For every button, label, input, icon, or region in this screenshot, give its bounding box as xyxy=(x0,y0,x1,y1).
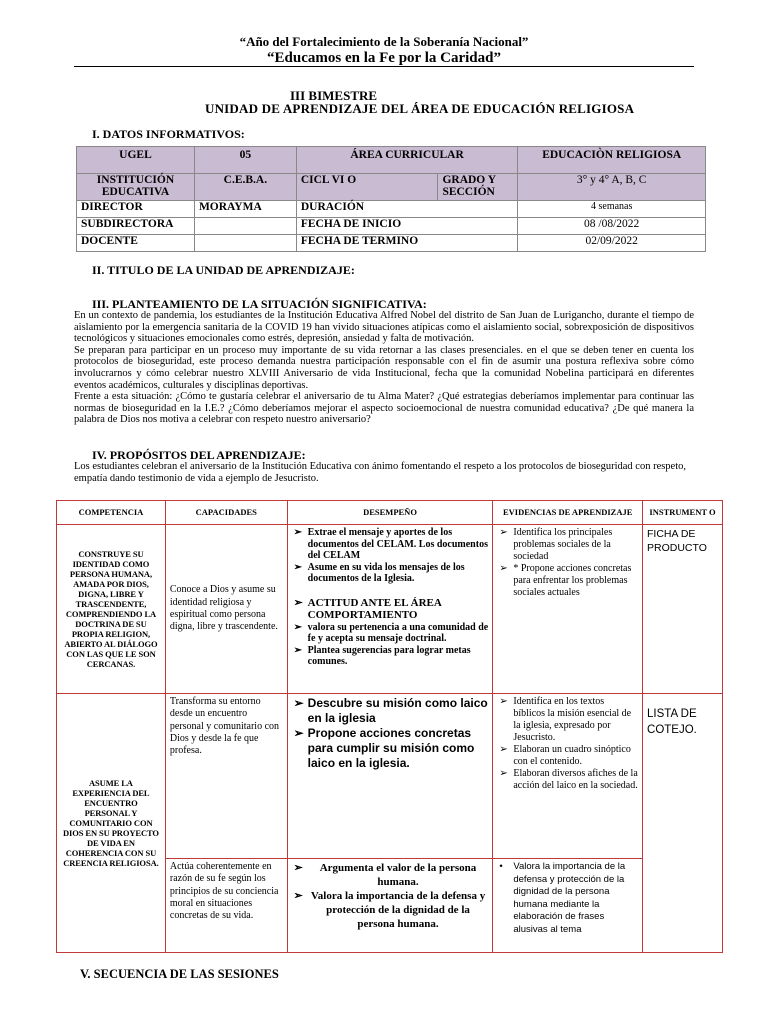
bimestre-label: III BIMESTRE xyxy=(290,88,378,103)
section-datos-heading: I. DATOS INFORMATIVOS: xyxy=(92,127,245,141)
evidencia-text: Valora la importancia de la defensa y protección de la dignidad de la persona humana mediante la elaboración de frases alusivas al tema xyxy=(513,861,626,935)
fecha-inicio-label: FECHA DE INICIO xyxy=(296,218,518,235)
evidencia-1 xyxy=(493,525,643,694)
competencias-table xyxy=(56,500,723,953)
evidencia-3 xyxy=(493,859,643,953)
area-value: EDUCACIÒN RELIGIOSA xyxy=(518,147,706,174)
desempeno-item: ➢ Argumenta el valor de la persona humana. xyxy=(292,861,489,889)
evidencia-item: ➢ Identifica en los textos bíblicos la misión esencial de la iglesia, expresado por Jesucristo. xyxy=(497,696,638,744)
desempeno-item: ➢ Extrae el mensaje y aportes de los documentos del CELAM. Los documentos del CELAM xyxy=(292,527,489,562)
ugel-value: 05 xyxy=(194,147,296,174)
competencia-1: CONSTRUYE SU IDENTIDAD COMO PERSONA HUMANA, AMADA POR DIOS, DIGNA, LIBRE Y TRASCENDENTE, COMPRENDIENDO LA DOCTRINA DE SU PROPIA RELIGION, ABIERTO AL DIÁLOGO CON LAS QUE LE SON CERCANAS. xyxy=(57,525,166,694)
fecha-termino-value: 02/09/2022 xyxy=(518,235,706,252)
situacion-paragraph: Se preparan para participar en un proceso muy importante de su vida retornar a las clases presenciales. en el que se deben tener en cuenta los protocolos de bioseguridad, este proceso demanda nuestra participación responsable con el fin de asumir una postura reflexiva sobre cómo involucrarnos y cómo celebrar nuestro XLVIII Aniversario de vida Institucional, fecha que la comunidad Nobelina participará en diferentes eventos académicos, culturales y disciplinas deportivas. xyxy=(74,344,694,391)
header-capacidades: CAPACIDADES xyxy=(165,501,287,525)
evidencia-item xyxy=(497,861,638,936)
section-propositos-heading: IV. PROPÓSITOS DEL APRENDIZAJE: xyxy=(92,448,306,462)
header-desempeno: DESEMPEÑO xyxy=(287,501,493,525)
section-secuencia-heading: V. SECUENCIA DE LAS SESIONES xyxy=(80,967,279,981)
subdirectora-label: SUBDIRECTORA xyxy=(77,218,195,235)
capacidad-1: Conoce a Dios y asume su identidad religiosa y espiritual como persona digna, libre y trascendente. xyxy=(165,525,287,694)
grado-label: GRADO Y SECCIÓN xyxy=(438,174,518,201)
unit-title: UNIDAD DE APRENDIZAJE DEL ÁREA DE EDUCACIÓN RELIGIOSA xyxy=(205,101,635,116)
desempeno-2 xyxy=(287,694,493,859)
fecha-termino-label: FECHA DE TERMINO xyxy=(296,235,518,252)
desempeno-1 xyxy=(287,525,493,694)
header-instrumento: INSTRUMENT O xyxy=(643,501,723,525)
desempeno-item: ➢ Plantea sugerencias para lograr metas comunes. xyxy=(292,645,489,668)
evidencia-item: ➢ * Propone acciones concretas para enfrentar los problemas sociales actuales xyxy=(497,563,638,599)
evidencia-item: ➢ Elaboran diversos afiches de la acción del laico en la sociedad. xyxy=(497,768,638,792)
ciclo-label: CICL VI O xyxy=(296,174,438,201)
subdirectora-value xyxy=(194,218,296,235)
situacion-text xyxy=(74,310,694,426)
fecha-inicio-value: 08 /08/2022 xyxy=(518,218,706,235)
bullet-icon: • xyxy=(499,861,503,872)
situacion-paragraph: Frente a esta situación: ¿Cómo te gustaría celebrar el aniversario de tu Alma Mater? ¿Qué estrategias deberíamos implementar para continuar las normas de bioseguridad en la I.E.? ¿Cómo deberíamos mejorar el aspecto socioemocional de nuestra comunidad educativa? ¿De qué manera la palabra de Dios nos motiva a celebrar con respeto nuestro aniversario? xyxy=(74,391,694,426)
capacidad-2: Transforma su entorno desde un encuentro personal y comunitario con Dios y desde la fe que profesa. xyxy=(165,694,287,859)
capacidad-3: Actúa coherentemente en razón de su fe según los principios de su conciencia moral en situaciones concretas de su vida. xyxy=(165,859,287,953)
area-label: ÁREA CURRICULAR xyxy=(296,147,518,174)
director-label: DIRECTOR xyxy=(77,201,195,218)
school-motto: “Educamos en la Fe por la Caridad” xyxy=(267,50,501,66)
year-motto: “Año del Fortalecimiento de la Soberanía Nacional” xyxy=(239,34,529,49)
desempeno-item: ➢ valora su pertenencia a una comunidad de fe y acepta su mensaje doctrinal. xyxy=(292,622,489,645)
competencia-2: ASUME LA EXPERIENCIA DEL ENCUENTRO PERSONAL Y COMUNITARIO CON DIOS EN SU PROYECTO DE VIDA EN COHERENCIA CON SU CREENCIA RELIGIOSA. xyxy=(57,694,166,953)
evidencia-2 xyxy=(493,694,643,859)
docente-label: DOCENTE xyxy=(77,235,195,252)
evidencia-item: ➢ Elaboran un cuadro sinóptico con el contenido. xyxy=(497,744,638,768)
situacion-paragraph: En un contexto de pandemia, los estudiantes de la Institución Educativa Alfred Nobel del distrito de San Juan de Lurigancho, durante el tiempo de aislamiento por la emergencia sanitaria de la COVID 19 han vivido situaciones atípicas como el aislamiento social, sobrexposición de dispositivos tecnológicos y situaciones emocionales como estrés, depresión, ansiedad y falta de motivación. xyxy=(74,310,694,345)
duracion-label: DURACIÓN xyxy=(296,201,518,218)
desempeno-item: ➢ Descubre su misión como laico en la iglesia xyxy=(292,696,489,726)
docente-value xyxy=(194,235,296,252)
document-header xyxy=(74,34,694,67)
header-evidencias: EVIDENCIAS DE APRENDIZAJE xyxy=(493,501,643,525)
duracion-value: 4 semanas xyxy=(518,201,706,218)
desempeno-item: ➢ Asume en su vida los mensajes de los documentos de la Iglesia. xyxy=(292,562,489,585)
section-situacion-heading: III. PLANTEAMIENTO DE LA SITUACIÓN SIGNIFICATIVA: xyxy=(92,297,427,311)
ugel-label: UGEL xyxy=(77,147,195,174)
institution-label: INSTITUCIÓN EDUCATIVA xyxy=(77,174,195,201)
instrumento-1: FICHA DE PRODUCTO xyxy=(643,525,723,694)
info-table xyxy=(76,146,706,252)
desempeno-3 xyxy=(287,859,493,953)
desempeno-item: ➢ Valora la importancia de la defensa y protección de la dignidad de la persona humana. xyxy=(292,889,489,931)
propositos-text: Los estudiantes celebran el aniversario de la Institución Educativa con ánimo fomentando el respeto a los protocolos de bioseguridad con respeto, empatía dando testimonio de vida a ejemplo de Jesucristo. xyxy=(74,461,687,484)
institution-value: C.E.B.A. xyxy=(194,174,296,201)
desempeno-item: ➢ Propone acciones concretas para cumplir su misión como laico en la iglesia. xyxy=(292,726,489,771)
header-competencia: COMPETENCIA xyxy=(57,501,166,525)
evidencia-item: ➢ Identifica los principales problemas sociales de la sociedad xyxy=(497,527,638,563)
desempeno-item: ➢ ACTITUD ANTE EL ÁREA COMPORTAMIENTO xyxy=(292,597,489,622)
instrumento-2: LISTA DE COTEJO. xyxy=(643,694,723,953)
director-value: MORAYMA xyxy=(194,201,296,218)
header-divider xyxy=(74,66,694,67)
section-titulo-heading: II. TITULO DE LA UNIDAD DE APRENDIZAJE: xyxy=(92,263,355,277)
grado-value: 3° y 4° A, B, C xyxy=(518,174,706,201)
